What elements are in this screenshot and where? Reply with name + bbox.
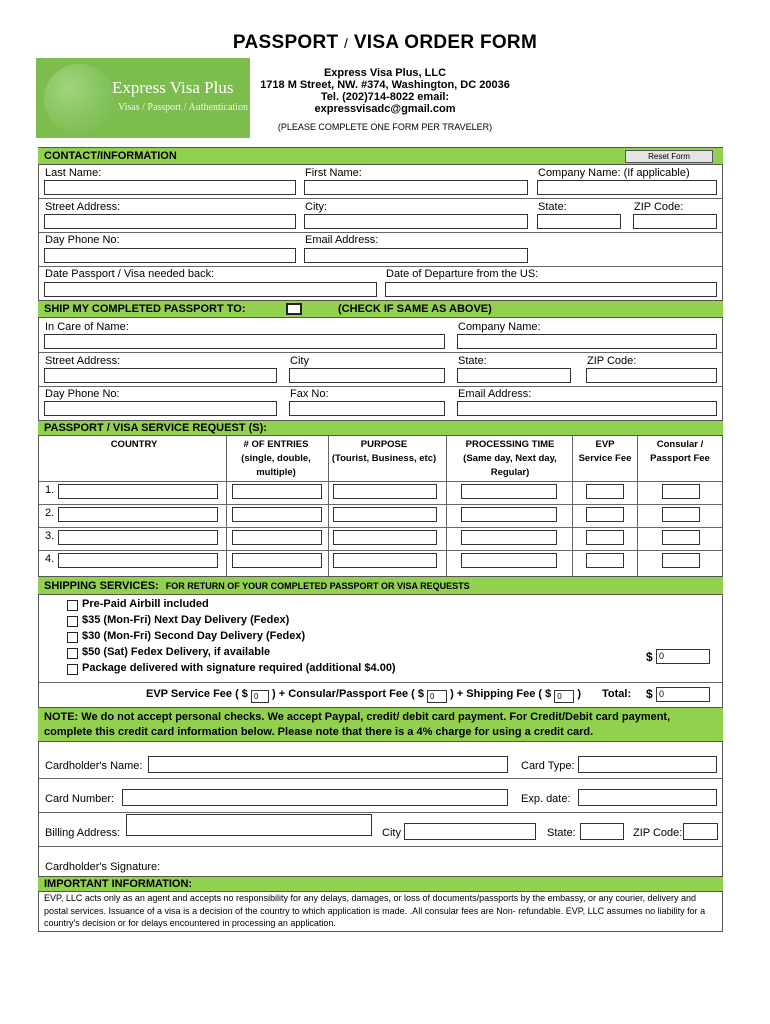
company-name-label: Company Name: (If applicable) — [538, 167, 690, 179]
total-label: Total: — [602, 688, 632, 700]
in-care-of-input[interactable] — [44, 334, 445, 349]
consular-fee-input[interactable] — [662, 484, 700, 499]
divider — [38, 812, 723, 813]
logo-tagline: Visas / Passport / Authentication — [118, 102, 248, 113]
important-section-header: IMPORTANT INFORMATION: — [38, 876, 723, 892]
important-text: EVP, LLC acts only as an agent and accepts no responsibility for any delays, damages, or loss of documents/passports by the embassy, or any courier, delivery and postal services. Issuance of a visa is a decision of the country to which application is made. .All consular fees are Non- refundable. EVP, LLC assumes no liability for a country's decision or for delays encountered in processing an application. — [44, 893, 706, 928]
ship-company-input[interactable] — [457, 334, 717, 349]
signature-label: Package delivered with signature required (additional $4.00) — [82, 662, 396, 674]
logo-name: Express Visa Plus — [112, 78, 234, 97]
divider — [38, 232, 723, 233]
exp-date-label: Exp. date: — [521, 793, 571, 805]
in-care-of-label: In Care of Name: — [45, 321, 129, 333]
street-address-input[interactable] — [44, 214, 296, 229]
billing-state-input[interactable] — [580, 823, 624, 840]
prepaid-airbill-label: Pre-Paid Airbill included — [82, 598, 209, 610]
next-day-checkbox[interactable] — [67, 616, 78, 627]
divider — [38, 682, 723, 683]
signature-label: Cardholder's Signature: — [45, 861, 161, 873]
col-purpose-header: PURPOSE (Tourist, Business, etc) — [331, 439, 437, 464]
ship-fax-input[interactable] — [289, 401, 445, 416]
country-input[interactable] — [58, 553, 218, 568]
billing-zip-input[interactable] — [683, 823, 718, 840]
company-contact: Tel. (202)714-8022 email: expressvisadc@gmail.com — [314, 91, 456, 115]
entries-input[interactable] — [232, 530, 322, 545]
evp-fee-input[interactable] — [586, 484, 624, 499]
divider — [38, 352, 723, 353]
date-needed-input[interactable] — [44, 282, 377, 297]
row-number: 4. — [45, 553, 55, 565]
email-label: Email Address: — [305, 234, 379, 246]
ship-phone-label: Day Phone No: — [45, 388, 120, 400]
ship-email-input[interactable] — [457, 401, 717, 416]
card-type-input[interactable] — [578, 756, 717, 773]
reset-form-button[interactable]: Reset Form — [625, 150, 713, 163]
state-input[interactable] — [537, 214, 621, 229]
entries-input[interactable] — [232, 507, 322, 522]
saturday-label: $50 (Sat) Fedex Delivery, if available — [82, 646, 271, 658]
company-name: Express Visa Plus, LLC — [323, 67, 447, 79]
prepaid-airbill-checkbox[interactable] — [67, 600, 78, 611]
ship-state-label: State: — [458, 355, 487, 367]
street-address-label: Street Address: — [45, 201, 121, 213]
cardholder-name-input[interactable] — [148, 756, 508, 773]
email-input[interactable] — [304, 248, 528, 263]
shipping-total-input[interactable]: 0 — [656, 649, 710, 664]
processing-input[interactable] — [461, 530, 557, 545]
shipping-section-header: SHIPPING SERVICES: FOR RETURN OF YOUR COMPLETED PASSPORT OR VISA REQUESTS — [38, 576, 723, 595]
row-number: 2. — [45, 507, 55, 519]
col-entries-header: # OF ENTRIES (single, double, multiple) — [241, 439, 311, 478]
divider — [637, 436, 638, 576]
shipping-dollar: $ — [646, 650, 653, 664]
country-input[interactable] — [58, 530, 218, 545]
state-label: State: — [538, 201, 567, 213]
purpose-input[interactable] — [333, 507, 437, 522]
last-name-input[interactable] — [44, 180, 296, 195]
divider — [572, 436, 573, 576]
consular-fee-input[interactable] — [662, 553, 700, 568]
date-departure-input[interactable] — [385, 282, 717, 297]
col-evp-header: EVP Service Fee — [578, 439, 632, 464]
card-number-input[interactable] — [122, 789, 508, 806]
evp-fee-input[interactable] — [586, 507, 624, 522]
billing-zip-label: ZIP Code: — [633, 827, 683, 839]
next-day-label: $35 (Mon-Fri) Next Day Delivery (Fedex) — [82, 614, 290, 626]
row-number: 1. — [45, 484, 55, 496]
consular-total-input[interactable]: 0 — [427, 690, 447, 703]
country-input[interactable] — [58, 484, 218, 499]
evp-fee-input[interactable] — [586, 530, 624, 545]
col-consular-header: Consular / Passport Fee — [650, 439, 710, 464]
purpose-input[interactable] — [333, 530, 437, 545]
ship-street-input[interactable] — [44, 368, 277, 383]
evp-total-input[interactable]: 0 — [251, 690, 269, 703]
entries-input[interactable] — [232, 484, 322, 499]
second-day-label: $30 (Mon-Fri) Second Day Delivery (Fedex) — [82, 630, 306, 642]
divider — [38, 846, 723, 847]
zip-input[interactable] — [633, 214, 717, 229]
city-label: City: — [305, 201, 327, 213]
purpose-input[interactable] — [333, 484, 437, 499]
ship-email-label: Email Address: — [458, 388, 532, 400]
processing-input[interactable] — [461, 553, 557, 568]
first-name-label: First Name: — [305, 167, 362, 179]
total-dollar: $ — [646, 687, 653, 701]
evp-fee-input[interactable] — [586, 553, 624, 568]
ship-company-label: Company Name: — [458, 321, 541, 333]
city-input[interactable] — [304, 214, 528, 229]
card-number-label: Card Number: — [45, 793, 115, 805]
divider — [38, 266, 723, 267]
company-info — [250, 67, 520, 115]
company-name-input[interactable] — [537, 180, 717, 195]
exp-date-input[interactable] — [578, 789, 717, 806]
second-day-checkbox[interactable] — [67, 632, 78, 643]
shipping-fee-total-input[interactable]: 0 — [554, 690, 574, 703]
card-type-label: Card Type: — [521, 760, 575, 772]
processing-input[interactable] — [461, 484, 557, 499]
date-departure-label: Date of Departure from the US: — [386, 268, 539, 280]
divider — [328, 436, 329, 576]
billing-address-input[interactable] — [126, 814, 372, 836]
contact-section-header: CONTACT/INFORMATION — [38, 147, 723, 165]
ship-fax-label: Fax No: — [290, 388, 329, 400]
saturday-checkbox[interactable] — [67, 648, 78, 659]
ship-state-input[interactable] — [457, 368, 571, 383]
divider — [38, 527, 723, 528]
same-as-above-checkbox[interactable] — [286, 303, 302, 315]
consular-fee-input[interactable] — [662, 530, 700, 545]
divider — [38, 504, 723, 505]
signature-checkbox[interactable] — [67, 664, 78, 675]
zip-label: ZIP Code: — [634, 201, 684, 213]
day-phone-label: Day Phone No: — [45, 234, 120, 246]
grand-total-input[interactable]: 0 — [656, 687, 710, 702]
payment-note: NOTE: We do not accept personal checks. We accept Paypal, credit/ debit card payment. For Credit/Debit card payment, complete this credit card information below. Please note that there is a 4% charge for using a credit card. — [38, 707, 723, 742]
entries-input[interactable] — [232, 553, 322, 568]
instruction-note: (PLEASE COMPLETE ONE FORM PER TRAVELER) — [277, 122, 493, 132]
divider — [38, 481, 723, 482]
country-input[interactable] — [58, 507, 218, 522]
first-name-input[interactable] — [304, 180, 528, 195]
totals-line: EVP Service Fee ( $ 0 ) + Consular/Passport Fee ( $ 0 ) + Shipping Fee ( $ 0 ) — [146, 688, 582, 701]
ship-phone-input[interactable] — [44, 401, 277, 416]
date-needed-label: Date Passport / Visa needed back: — [45, 268, 215, 280]
billing-state-label: State: — [547, 827, 576, 839]
ship-zip-input[interactable] — [586, 368, 717, 383]
billing-city-label: City — [382, 827, 401, 839]
ship-city-label: City — [290, 355, 309, 367]
last-name-label: Last Name: — [45, 167, 102, 179]
ship-street-label: Street Address: — [45, 355, 121, 367]
row-number: 3. — [45, 530, 55, 542]
divider — [226, 436, 227, 576]
ship-city-input[interactable] — [289, 368, 445, 383]
col-country-header: COUNTRY — [110, 439, 158, 450]
col-processing-header: PROCESSING TIME (Same day, Next day, Regular) — [463, 439, 557, 478]
divider — [38, 386, 723, 387]
consular-fee-input[interactable] — [662, 507, 700, 522]
purpose-input[interactable] — [333, 553, 437, 568]
divider — [38, 778, 723, 779]
cardholder-name-label: Cardholder's Name: — [45, 760, 143, 772]
billing-city-input[interactable] — [404, 823, 536, 840]
ship-zip-label: ZIP Code: — [587, 355, 637, 367]
page-title: PASSPORT / VISA ORDER FORM — [232, 32, 538, 53]
ship-to-section-header: SHIP MY COMPLETED PASSPORT TO: (CHECK IF SAME AS ABOVE) — [38, 300, 723, 318]
processing-input[interactable] — [461, 507, 557, 522]
divider — [446, 436, 447, 576]
billing-address-label: Billing Address: — [45, 827, 121, 839]
divider — [38, 550, 723, 551]
divider — [38, 198, 723, 199]
service-section-header: PASSPORT / VISA SERVICE REQUEST (S): — [38, 420, 723, 436]
day-phone-input[interactable] — [44, 248, 296, 263]
same-as-above-label: (CHECK IF SAME AS ABOVE) — [338, 303, 492, 315]
company-address: 1718 M Street, NW. #374, Washington, DC 20036 — [260, 79, 510, 91]
